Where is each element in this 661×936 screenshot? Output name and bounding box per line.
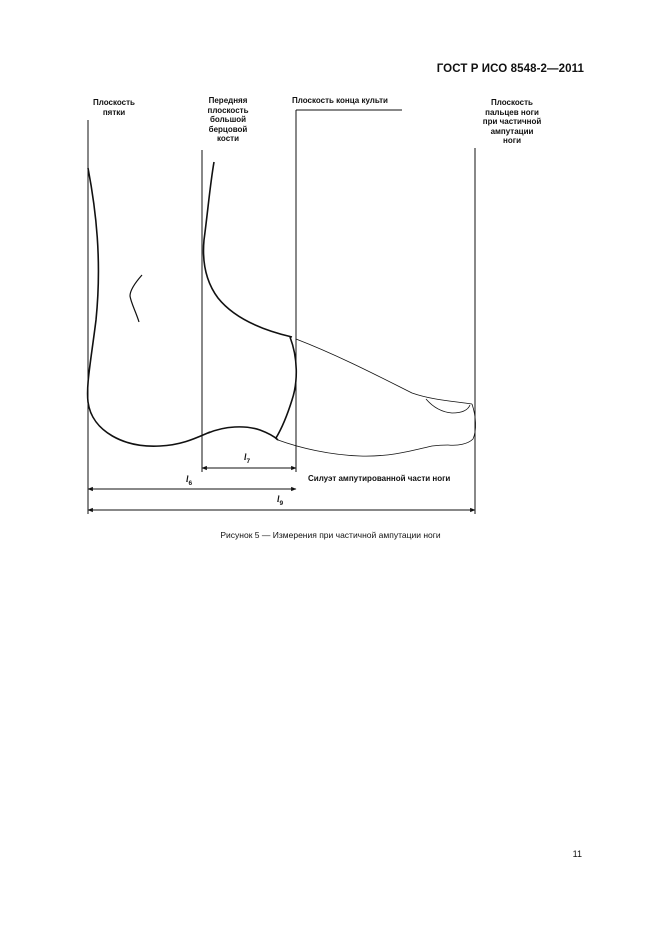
heel-back-contour	[88, 168, 210, 446]
label-amputated-silhouette: Силуэт ампутированной части ноги	[308, 474, 451, 483]
instep-contour	[204, 162, 292, 337]
stump-end-contour	[276, 337, 296, 438]
dimension-l6-label: $l_6$	[186, 474, 193, 487]
dimension-l9-label: $l_9$	[277, 494, 284, 507]
page-number: 11	[572, 849, 582, 859]
label-toes-plane: Плоскость пальцев ноги при частичной ампутации ноги	[482, 98, 542, 145]
label-stump-plane: Плоскость конца культи	[292, 96, 388, 105]
amputated-silhouette-bottom	[278, 440, 448, 456]
dimension-l7-label: $l_7$	[244, 452, 251, 465]
amputated-silhouette-top	[296, 339, 472, 404]
standard-code-header: ГОСТ Р ИСО 8548-2—2011	[436, 63, 584, 75]
label-heel-plane: Плоскость пятки	[93, 98, 135, 117]
amputated-silhouette-toe	[448, 404, 476, 445]
figure-caption: Рисунок 5 — Измерения при частичной ампутации ноги	[220, 530, 441, 540]
label-tibia-plane: Передняя плоскость большой берцовой кости	[207, 96, 249, 143]
sole-contour	[208, 427, 278, 440]
ankle-mark	[130, 275, 142, 322]
